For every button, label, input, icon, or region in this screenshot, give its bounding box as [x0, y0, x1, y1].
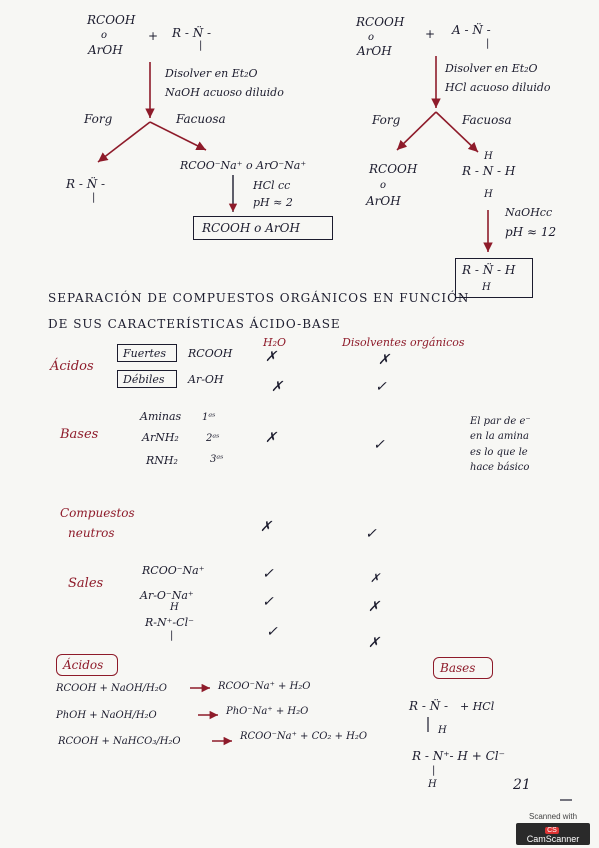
- base-h: H: [438, 725, 447, 736]
- right-ph: pH ≈ 12: [505, 225, 557, 239]
- title-line1: SEPARACIÓN DE COMPUESTOS ORGÁNICOS EN FUNCIÓN: [48, 291, 470, 305]
- left-facuosa: Facuosa: [176, 112, 226, 126]
- right-reagent: HCl acuoso diluido: [445, 81, 551, 94]
- title-line2: DE SUS CARACTERÍSTICAS ÁCIDO-BASE: [48, 317, 341, 331]
- salt2-organic-mark: ✗: [368, 599, 380, 615]
- strong-box: [117, 344, 177, 362]
- right-plus: +: [425, 27, 436, 41]
- right-rcooh-product: RCOOH: [369, 162, 418, 176]
- weak-box: [117, 370, 177, 388]
- left-amine-bond: |: [199, 40, 203, 51]
- right-aroh: ArOH: [357, 44, 392, 58]
- weak-organic-mark: ✓: [375, 379, 387, 395]
- bottom-acids-box: [56, 654, 118, 676]
- salts-label: Sales: [68, 576, 104, 591]
- strong-label: Fuertes: [123, 347, 167, 360]
- camscanner-badge-icon: CS: [547, 827, 557, 834]
- right-result-h: H: [482, 282, 491, 293]
- salt1-water-mark: ✓: [262, 566, 274, 582]
- left-plus: +: [148, 29, 159, 43]
- left-result: RCOOH o ArOH: [202, 221, 300, 235]
- eq2-products: PhO⁻Na⁺ + H₂O: [226, 706, 309, 717]
- left-reagent: NaOH acuoso diluido: [165, 86, 284, 99]
- right-or-product: o: [380, 180, 387, 191]
- right-ammonium: R - N - H: [462, 164, 516, 178]
- eq1-reactants: RCOOH + NaOH/H₂O: [56, 683, 167, 694]
- arnh2-label: ArNH₂: [142, 431, 179, 444]
- strong-example: RCOOH: [188, 347, 233, 360]
- right-aroh-product: ArOH: [366, 194, 401, 208]
- degree-secondary: 2ᵃˢ: [206, 433, 220, 444]
- base-amine: R - N̈ -: [409, 699, 449, 713]
- bases-organic-mark: ✓: [373, 437, 385, 453]
- salt3-water-mark: ✓: [266, 624, 278, 640]
- bottom-bases-box: [433, 657, 493, 679]
- eq3-products: RCOO⁻Na⁺ + CO₂ + H₂O: [240, 731, 368, 742]
- right-forg: Forg: [372, 113, 401, 127]
- salt-ammonium: R-N⁺-Cl⁻: [145, 616, 194, 629]
- right-facuosa: Facuosa: [462, 113, 512, 127]
- left-forg: Forg: [84, 112, 113, 126]
- col-organic-header: Disolventes orgánicos: [342, 336, 465, 349]
- left-amine-product: R - N̈ -: [66, 177, 106, 191]
- note-line2: en la amina: [470, 431, 529, 442]
- neutral-water-mark: ✗: [260, 519, 272, 535]
- eq2-reactants: PhOH + NaOH/H₂O: [56, 710, 157, 721]
- left-amine: R - N̈ -: [172, 26, 212, 40]
- right-naoh: NaOHcc: [505, 206, 553, 219]
- salt2-water-mark: ✓: [262, 594, 274, 610]
- neutral-organic-mark: ✓: [365, 526, 377, 542]
- neutral-label-line1: Compuestos: [60, 506, 135, 520]
- base-product: R - N⁺- H + Cl⁻: [412, 749, 505, 763]
- eq1-products: RCOO⁻Na⁺ + H₂O: [218, 681, 311, 692]
- left-dissolve: Disolver en Et₂O: [165, 67, 258, 80]
- amines-label: Aminas: [140, 410, 182, 423]
- page-number: 21: [513, 777, 531, 793]
- right-amine-bond: |: [486, 38, 490, 49]
- rnh2-label: RNH₂: [146, 454, 178, 467]
- note-line3: es lo que le: [470, 447, 528, 458]
- camscanner-watermark: [516, 812, 590, 844]
- strong-organic-mark: ✗: [378, 352, 390, 368]
- neutral-label-line2: neutros: [68, 526, 115, 540]
- left-rcooh: RCOOH: [87, 13, 136, 27]
- weak-example: Ar-OH: [188, 373, 224, 386]
- base-product-h: H: [428, 779, 437, 790]
- watermark-line2: CamScanner: [526, 834, 580, 844]
- degree-primary: 1ᵃˢ: [202, 412, 216, 423]
- right-ammonium-h-bot: H: [484, 189, 493, 200]
- base-hcl: + HCl: [460, 700, 495, 713]
- salt-ammonium-h: H: [170, 602, 179, 613]
- weak-water-mark: ✗: [271, 379, 283, 395]
- watermark-logo: [516, 823, 590, 845]
- left-salts: RCOO⁻Na⁺ o ArO⁻Na⁺: [180, 159, 307, 172]
- bases-label: Bases: [60, 427, 99, 442]
- col-water-header: H₂O: [263, 336, 287, 349]
- salt-ammonium-bond: |: [170, 630, 174, 641]
- bottom-bases-label: Bases: [440, 661, 476, 675]
- eq3-reactants: RCOOH + NaHCO₃/H₂O: [58, 736, 181, 747]
- weak-label: Débiles: [123, 373, 165, 386]
- left-aroh: ArOH: [88, 43, 123, 57]
- right-ammonium-h-top: H: [484, 151, 493, 162]
- right-amine: A - N̈ -: [452, 23, 491, 37]
- base-product-bond: |: [432, 765, 436, 776]
- left-ph: pH ≈ 2: [253, 196, 293, 209]
- strong-water-mark: ✗: [265, 349, 277, 365]
- right-or: o: [368, 32, 375, 43]
- salt3-organic-mark: ✗: [368, 635, 380, 651]
- acids-label: Ácidos: [50, 359, 94, 374]
- salt1-organic-mark: ✗: [370, 571, 381, 585]
- left-result-box: [193, 216, 333, 240]
- salt-carboxylate: RCOO⁻Na⁺: [142, 564, 205, 577]
- degree-tertiary: 3ᵃˢ: [210, 454, 224, 465]
- right-rcooh: RCOOH: [356, 15, 405, 29]
- left-amine-product-bond: |: [92, 192, 96, 203]
- bases-water-mark: ✗: [265, 430, 277, 446]
- note-line4: hace básico: [470, 462, 530, 473]
- right-dissolve: Disolver en Et₂O: [445, 62, 538, 75]
- salt-phenoxide: Ar-O⁻Na⁺: [140, 589, 194, 602]
- watermark-line1: Scanned with: [528, 812, 578, 821]
- left-or: o: [101, 30, 108, 41]
- note-line1: El par de e⁻: [470, 416, 531, 427]
- left-hcl: HCl cc: [253, 179, 291, 192]
- right-result: R - N̈ - H: [462, 263, 516, 277]
- bottom-acids-label: Ácidos: [63, 658, 104, 672]
